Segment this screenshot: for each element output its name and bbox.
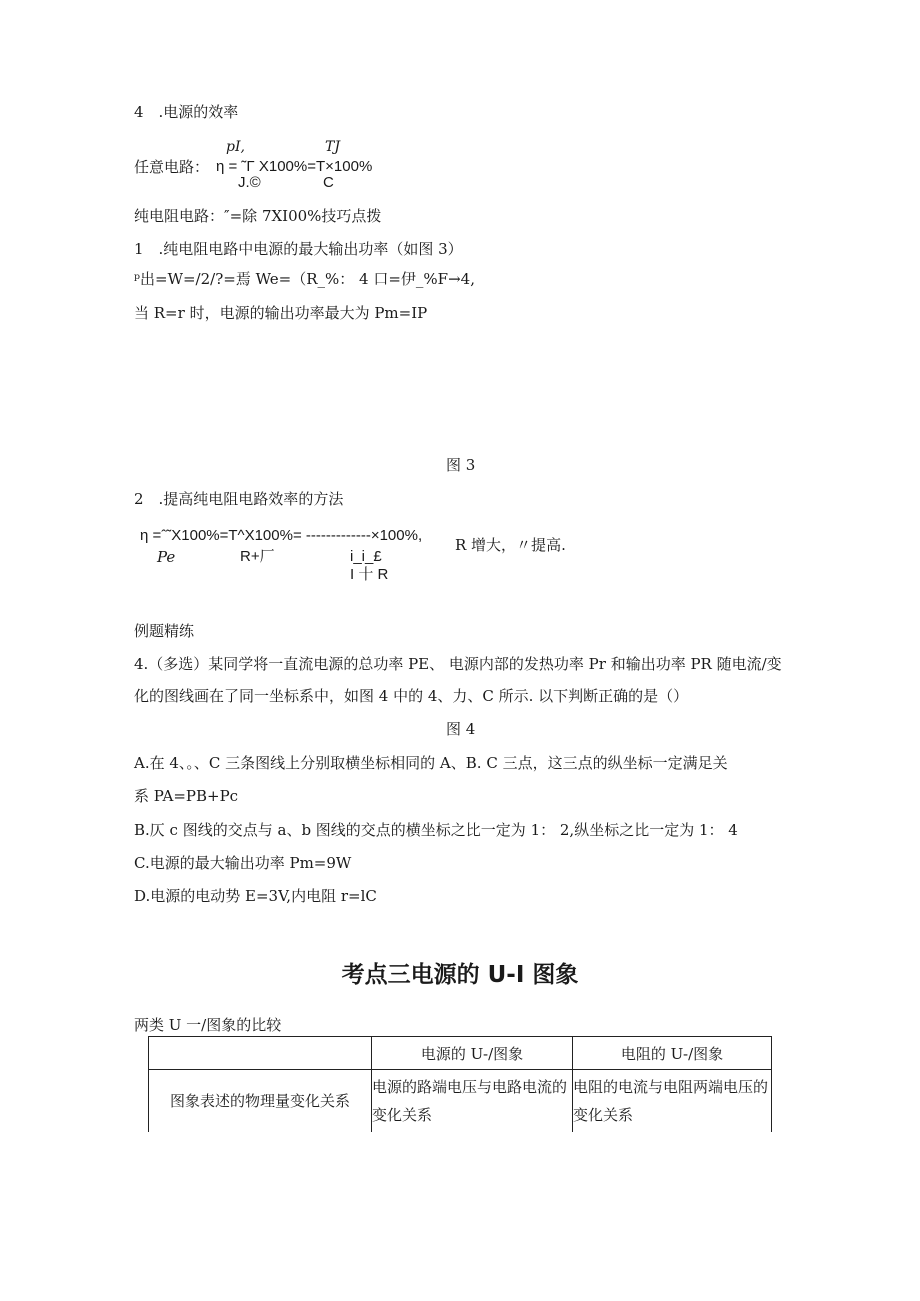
table-header-cell: 电阻的 U-/图象	[573, 1037, 772, 1070]
option-d: D.电源的电动势 E=3V,内电阻 r=lC	[134, 887, 377, 905]
comparison-table	[148, 1036, 772, 1132]
table-row	[149, 1070, 772, 1133]
table-cell: 电阻的电流与电阻两端电压的变化关系	[573, 1070, 772, 1133]
fraction-denominator-right: C	[323, 174, 334, 191]
fraction-denominator-left: J.©	[238, 174, 261, 191]
fraction-numerator-left: pI,	[226, 139, 245, 155]
section-efficiency-title: 4 .电源的效率	[134, 103, 239, 121]
table-cell: 图象表述的物理量变化关系	[149, 1070, 372, 1133]
question-line-2: 化的图线画在了同一坐标系中，如图 4 中的 4、力、C 所示. 以下判断正确的是（）	[134, 687, 689, 705]
option-a-line-2: 系 PA=PB+Pc	[134, 787, 239, 805]
tip2-sub-fraction-top: i_i_£	[350, 548, 382, 565]
option-b: B.仄 c 图线的交点与 a、b 图线的交点的横坐标之比一定为 1： 2,纵坐标之比一定为 1： 4	[134, 821, 738, 839]
tip1-title: 1 .纯电阻电路中电源的最大输出功率（如图 3）	[134, 240, 463, 258]
tip2-sub-fraction-bottom: I 十 R	[350, 566, 389, 583]
table-header-row	[149, 1037, 772, 1070]
section3-subtitle: 两类 U 一/图象的比较	[134, 1016, 282, 1034]
option-a-line-1: A.在 4、。、C 三条图线上分别取横坐标相同的 A、B. C 三点，这三点的纵坐标一定满足关	[134, 754, 728, 772]
tip1-formula: ᵖ出=W=/2/?=焉 We=（R_%： 4 口=伊_%F→4,	[134, 270, 475, 288]
efficiency-formula: η = ˜Γ X100%=T×100%	[216, 158, 373, 175]
tip2-title: 2 .提高纯电阻电路效率的方法	[134, 490, 344, 508]
examples-heading: 例题精练	[134, 622, 195, 640]
tip2-formula: η =ˆ˜X100%=T^X100%= -------------×100%,	[140, 527, 423, 544]
option-c: C.电源的最大输出功率 Pm=9W	[134, 854, 352, 872]
figure3-caption: 图 3	[446, 456, 476, 474]
tip2-tail: R 增大，〃提高.	[455, 536, 566, 554]
table-header-cell	[149, 1037, 372, 1070]
section3-title: 考点三电源的 U-I 图象	[341, 962, 579, 988]
question-line-1: 4.（多选）某同学将一直流电源的总功率 PE、 电源内部的发热功率 Pr 和输出功率 PR 随电流/变	[134, 655, 782, 673]
figure4-caption: 图 4	[446, 720, 476, 738]
any-circuit-label: 任意电路：	[134, 158, 210, 176]
table-header-cell: 电源的 U-/图象	[372, 1037, 573, 1070]
tip2-sub-pe: Pe	[157, 548, 176, 566]
tip2-sub-rplus: R+厂	[240, 548, 275, 565]
table-cell: 电源的路端电压与电路电流的变化关系	[372, 1070, 573, 1133]
tip1-note: 当 R=r 时，电源的输出功率最大为 Pm=IP	[134, 304, 428, 322]
fraction-numerator-right: TJ	[325, 139, 340, 155]
pure-resistance-formula: 纯电阻电路：″=除 7XI00%技巧点拨	[134, 207, 382, 225]
